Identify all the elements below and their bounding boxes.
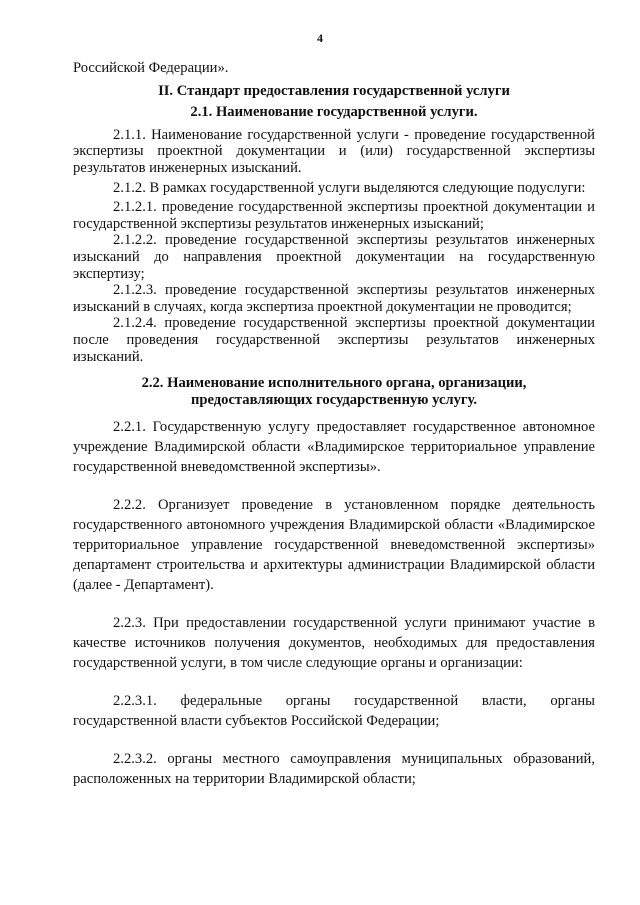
paragraph-2-2-1: 2.2.1. Государственную услугу предоставляет государственное автономное учреждение Владимирской области «Владимирское территориальное управление государственной вневедомственной экспертизы».	[73, 419, 595, 476]
paragraph-2-2-3-2: 2.2.3.2. органы местного самоуправления муниципальных образований, расположенных на территории Владимирской области;	[73, 751, 595, 788]
paragraph-2-1-2-2: 2.1.2.2. проведение государственной экспертизы результатов инженерных изысканий до направления проектной документации на государственную экспертизу;	[73, 232, 595, 282]
paragraph-2-1-2-1: 2.1.2.1. проведение государственной экспертизы проектной документации и государственной экспертизы результатов инженерных изысканий;	[73, 199, 595, 232]
page-content	[73, 60, 595, 789]
paragraph-2-2-3-1: 2.2.3.1. федеральные органы государственной власти, органы государственной власти субъектов Российской Федерации;	[73, 693, 595, 730]
paragraph-2-2-3: 2.2.3. При предоставлении государственной услуги принимают участие в качестве источников получения документов, необходимых для предоставления государственной услуги, в том числе следующие органы и организации:	[73, 615, 595, 672]
subsection-heading-2-1: 2.1. Наименование государственной услуги.	[190, 104, 478, 121]
subsection-heading-2-2-line1: 2.2. Наименование исполнительного органа, организации,	[141, 375, 527, 392]
page-number: 4	[317, 31, 323, 45]
section-heading: II. Стандарт предоставления государственной услуги	[158, 82, 510, 99]
paragraph-2-1-1: 2.1.1. Наименование государственной услуги - проведение государственной экспертизы проектной документации и (или) государственной экспертизы результатов инженерных изысканий.	[73, 126, 595, 176]
paragraph-2-1-2-4: 2.1.2.4. проведение государственной экспертизы проектной документации после проведения государственной экспертизы результатов инженерных изысканий.	[73, 315, 595, 365]
paragraph-continuation: Российской Федерации».	[73, 60, 229, 76]
paragraph-2-1-2-3: 2.1.2.3. проведение государственной экспертизы результатов инженерных изысканий в случаях, когда экспертиза проектной документации не проводится;	[73, 282, 595, 315]
subsection-heading-2-2-line2: предоставляющих государственную услугу.	[190, 391, 478, 408]
paragraph-2-2-2: 2.2.2. Организует проведение в установленном порядке деятельность государственного автономного учреждения Владимирской области «Владимирское территориальное управление государственной вневедомственной экспертизы» департамент строительства и архитектуры администрации Владимирской области (далее - Департамент).	[73, 497, 595, 594]
paragraph-2-1-2: 2.1.2. В рамках государственной услуги выделяются следующие подуслуги:	[113, 179, 586, 196]
